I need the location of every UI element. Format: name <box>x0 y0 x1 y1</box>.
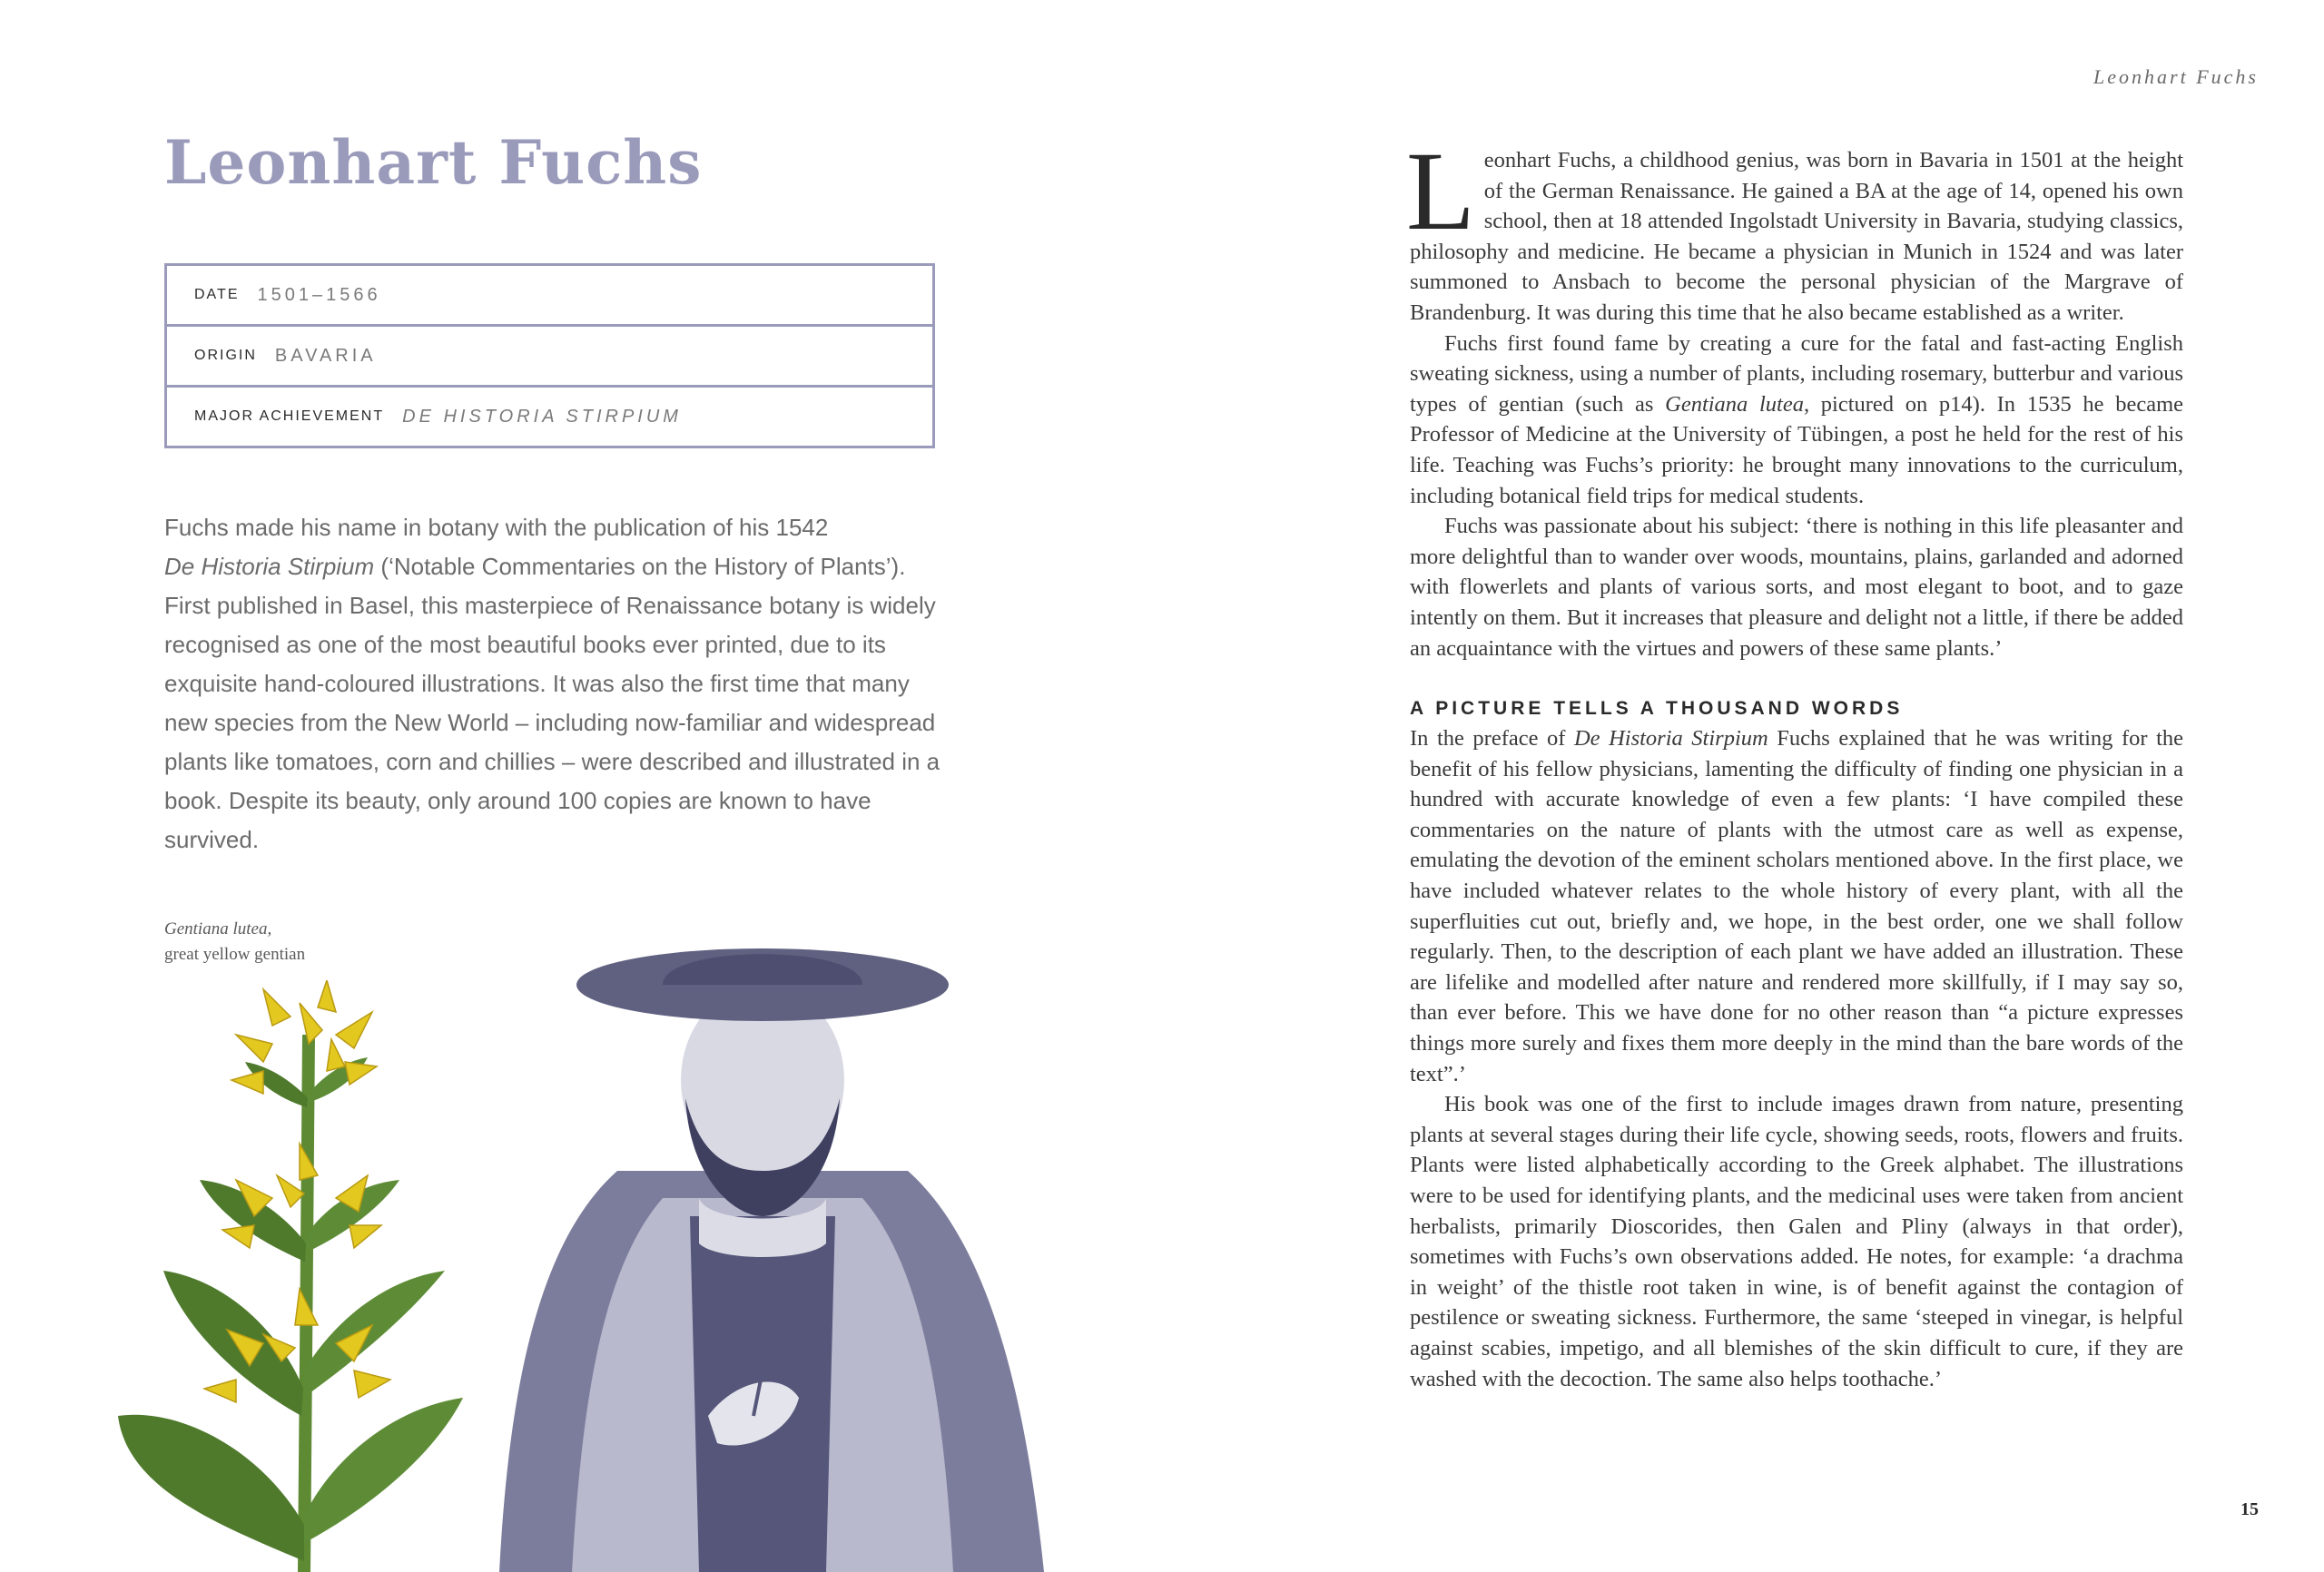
info-label: ORIGIN <box>194 348 257 363</box>
body-paragraph <box>1410 329 2183 512</box>
body-paragraph <box>1410 1089 2183 1394</box>
info-value: 1501–1566 <box>257 284 381 305</box>
running-head: Leonhart Fuchs <box>2093 65 2259 88</box>
article-body <box>1406 129 2184 1394</box>
info-value: BAVARIA <box>274 345 377 366</box>
info-label: DATE <box>194 287 240 302</box>
species-name: Gentiana lutea <box>1665 391 1804 417</box>
paragraph-text: His book was one of the first to include images drawn from nature, presenting plants at several stages during their life cycle, showing seeds, roots, flowers and fruits. Plants were listed alphabetically according to the Greek alphabet. The illustrations were to be used for identifying plants, and the medicinal uses were taken from ancient herbalists, primarily Dioscorides, then Galen and Pliny (always in that order), sometimes with Fuchs’s own observations added. He notes, for example: ‘a drachma in weight’ of the thistle root taken in wine, is of benefit against the contagion of pestilence or sweating sickness. Furthermore, the same ‘steeped in vinegar, is helpful against scabies, impetigo, and all blemishes of the skin difficult to cure, if they are washed with the decoction. The same also helps toothache.’ <box>1410 1092 2183 1391</box>
gentian-plant-illustration <box>109 980 472 1572</box>
intro-text: (‘Notable Commentaries on the History of Plants’). First published in Basel, this masterpiece of Renaissance botany is widely recognised as one of the most beautiful books ever printed, due to its exquisite hand-coloured illustrations. It was also the first time that many new species from the New World – including now-familiar and widespread plants like tomatoes, corn and chillies – were described and illustrated in a book. Despite its beauty, only around 100 copies are known to have survived. <box>164 553 940 853</box>
caption-common-name: great yellow gentian <box>164 945 306 964</box>
caption-species: Gentiana lutea, <box>164 919 272 938</box>
info-row-achievement <box>167 388 932 446</box>
paragraph-text: In the preface of <box>1410 726 1566 752</box>
image-caption <box>164 917 305 968</box>
paragraph-text: eonhart Fuchs, a childhood genius, was born in Bavaria in 1501 at the height of the German Renaissance. He gained a BA at the age of 14, opened his own school, then at 18 attended Ingolstadt University in Bavaria, studying classics, philosophy and medicine. He became a physician in Munich in 1524 and was later summoned to Ansbach to become the personal physician of the Margrave of Brandenburg. It was during this time that he also became established as a writer. <box>1410 148 2183 325</box>
paragraph-text: Fuchs first found fame by creating a cure for the fatal and fast-acting English sweating sickness, using a number of plants, including rosemary, butterbur and various types of gentian (such as <box>1410 330 2183 417</box>
intro-text: Fuchs made his name in botany with the publication of his 1542 <box>164 514 829 541</box>
info-table <box>164 263 935 448</box>
book-title: De Historia Stirpium <box>1573 726 1768 752</box>
section-subheading: A PICTURE TELLS A THOUSAND WORDS <box>1410 698 1904 720</box>
paragraph-text: , pictured on p14). In 1535 he became Professor of Medicine at the University of Tübingen, a post he held for the rest of his life. Teaching was Fuchs’s priority: he brought many innovations to the curriculum, including botanical field trips for medical students. <box>1410 391 2184 508</box>
info-row-date <box>167 266 932 327</box>
info-row-origin <box>167 327 932 388</box>
fuchs-portrait-illustration <box>481 944 1044 1572</box>
info-value: DE HISTORIA STIRPIUM <box>402 406 682 427</box>
paragraph-text: Fuchs explained that he was writing for the benefit of his fellow physicians, lamenting the difficulty of finding one physician in a hundred with accurate knowledge of even a few plants: ‘I have compiled these commentaries on the nature of plants with the utmost care as well as expense, emulating the devotion of the eminent scholars mentioned above. In the first place, we have included whatever relates to the whole history of every plant, with all the superfluities cut out, briefly and, we hope, in the best order, one we shall follow regularly. Then, to the description of each plant we have added an illustration. These are lifelike and modelled after nature and rendered more skillfully, if I may say so, than ever before. This we have done for no other reason than “a picture expresses things more surely and fixes them more deeply in the mind than the bare words of the text”.’ <box>1410 726 2184 1086</box>
body-paragraph <box>1410 723 2183 1089</box>
paragraph-text: Fuchs was passionate about his subject: ‘there is nothing in this life pleasanter and more delightful than to wander over woods, mountains, plains, garlanded and adorned with flowerlets and plants of various sorts, and most elegant to boot, and to gaze intently on them. But it increases that pleasure and delight not a little, if there be added an acquaintance with the virtues and powers of these same plants.’ <box>1410 514 2183 661</box>
page-title: Leonhart Fuchs <box>164 127 703 198</box>
info-label: MAJOR ACHIEVEMENT <box>194 408 385 424</box>
intro-paragraph <box>164 508 945 860</box>
intro-book-title: De Historia Stirpium <box>164 553 375 580</box>
page-number: 15 <box>2240 1499 2259 1519</box>
body-paragraph <box>1406 129 2183 329</box>
drop-cap: L <box>1406 129 1475 253</box>
body-paragraph <box>1410 511 2183 663</box>
